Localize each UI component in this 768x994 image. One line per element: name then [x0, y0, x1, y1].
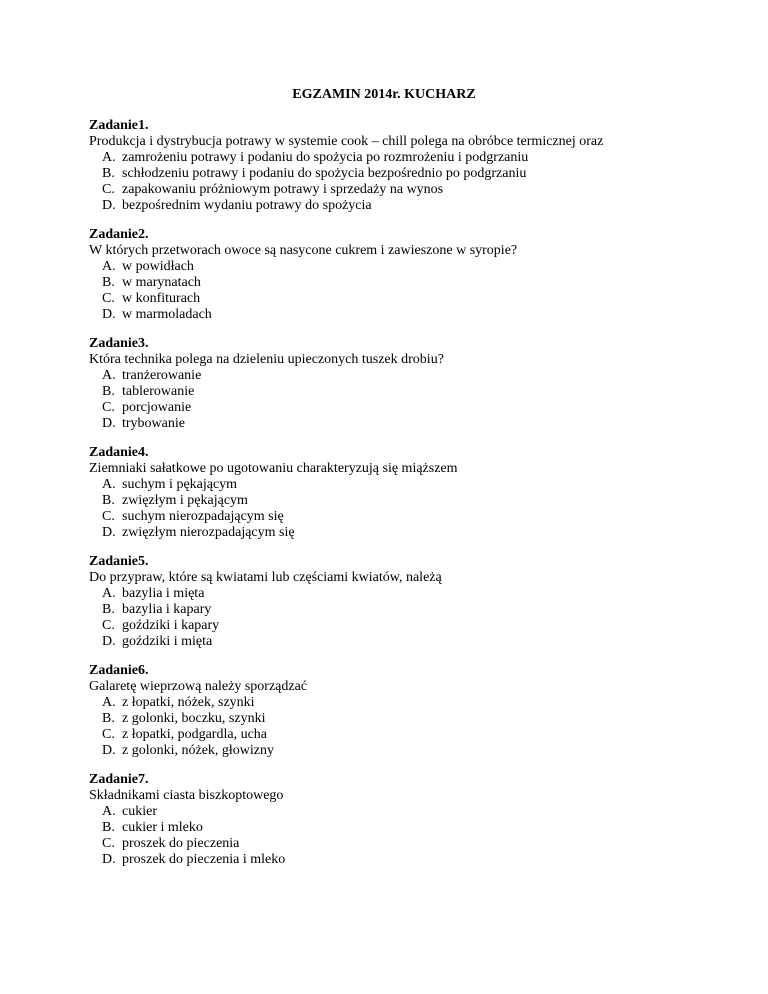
answer-text: w marynatach	[122, 275, 201, 290]
question-block	[89, 118, 749, 214]
answer-text: zapakowaniu próżniowym potrawy i sprzedaży na wynos	[122, 182, 444, 197]
answer-letter: C.	[102, 509, 115, 524]
answer-text: proszek do pieczenia i mleko	[122, 852, 286, 867]
answer-text: goździki i mięta	[122, 634, 213, 649]
answer-text: z golonki, boczku, szynki	[122, 711, 266, 726]
question-text: W których przetworach owoce są nasycone cukrem i zawieszone w syropie?	[89, 243, 518, 258]
question-text: Galaretę wieprzową należy sporządzać	[89, 679, 308, 694]
answer-letter: C.	[102, 727, 115, 742]
answer-letter: A.	[102, 804, 116, 819]
question-heading: Zadanie7.	[89, 772, 149, 787]
answer-text: z łopatki, nóżek, szynki	[122, 695, 255, 710]
answer-option	[89, 198, 749, 214]
answer-text: w powidłach	[122, 259, 194, 274]
answer-text: suchym nierozpadającym się	[122, 509, 284, 524]
question-heading: Zadanie2.	[89, 227, 149, 242]
answer-text: cukier i mleko	[122, 820, 203, 835]
question-block	[89, 445, 749, 541]
answer-option	[89, 368, 749, 384]
answer-letter: B.	[102, 493, 115, 508]
answer-letter: A.	[102, 477, 116, 492]
answer-option	[89, 416, 749, 432]
answer-list	[89, 150, 749, 214]
answer-letter: D.	[102, 416, 116, 431]
question-heading: Zadanie5.	[89, 554, 149, 569]
answer-letter: D.	[102, 634, 116, 649]
answer-option	[89, 400, 749, 416]
question-block	[89, 336, 749, 432]
question-text: Która technika polega na dzieleniu upieczonych tuszek drobiu?	[89, 352, 444, 367]
answer-option	[89, 307, 749, 323]
answer-text: tablerowanie	[122, 384, 195, 399]
answer-text: z łopatki, podgardla, ucha	[122, 727, 268, 742]
answer-option	[89, 275, 749, 291]
answer-option	[89, 804, 749, 820]
question-heading: Zadanie4.	[89, 445, 149, 460]
answer-text: schłodzeniu potrawy i podaniu do spożycia bezpośrednio po podgrzaniu	[122, 166, 527, 181]
answer-text: tranżerowanie	[122, 368, 202, 383]
question-block	[89, 663, 749, 759]
question-heading: Zadanie3.	[89, 336, 149, 351]
answer-option	[89, 509, 749, 525]
answer-option	[89, 618, 749, 634]
answer-option	[89, 182, 749, 198]
answer-letter: A.	[102, 259, 116, 274]
answer-list	[89, 695, 749, 759]
question-text: Składnikami ciasta biszkoptowego	[89, 788, 284, 803]
answer-option	[89, 291, 749, 307]
answer-letter: B.	[102, 384, 115, 399]
answer-option	[89, 711, 749, 727]
answer-text: suchym i pękającym	[122, 477, 238, 492]
question-block	[89, 227, 749, 323]
question-text: Produkcja i dystrybucja potrawy w systemie cook – chill polega na obróbce termicznej oraz	[89, 134, 604, 149]
answer-list	[89, 804, 749, 868]
answer-letter: C.	[102, 400, 115, 415]
answer-option	[89, 727, 749, 743]
answer-option	[89, 634, 749, 650]
answer-text: bazylia i mięta	[122, 586, 205, 601]
answer-text: zwięzłym i pękającym	[122, 493, 248, 508]
answer-text: bazylia i kapary	[122, 602, 212, 617]
answer-letter: D.	[102, 852, 116, 867]
question-text: Ziemniaki sałatkowe po ugotowaniu charakteryzują się miąższem	[89, 461, 458, 476]
answer-letter: C.	[102, 291, 115, 306]
answer-text: cukier	[122, 804, 157, 819]
answer-letter: B.	[102, 166, 115, 181]
answer-option	[89, 166, 749, 182]
answer-letter: D.	[102, 198, 116, 213]
page-title: EGZAMIN 2014r. KUCHARZ	[292, 87, 476, 102]
answer-option	[89, 820, 749, 836]
answer-letter: A.	[102, 368, 116, 383]
answer-letter: A.	[102, 695, 116, 710]
answer-letter: C.	[102, 836, 115, 851]
question-heading: Zadanie6.	[89, 663, 149, 678]
answer-letter: D.	[102, 525, 116, 540]
answer-option	[89, 525, 749, 541]
answer-letter: A.	[102, 150, 116, 165]
answer-text: proszek do pieczenia	[122, 836, 240, 851]
answer-option	[89, 493, 749, 509]
answer-option	[89, 852, 749, 868]
answer-letter: C.	[102, 182, 115, 197]
answer-text: goździki i kapary	[122, 618, 220, 633]
answer-option	[89, 259, 749, 275]
answer-list	[89, 259, 749, 323]
question-heading: Zadanie1.	[89, 118, 149, 133]
answer-text: z golonki, nóżek, głowizny	[122, 743, 275, 758]
question-list	[89, 118, 749, 881]
answer-option	[89, 586, 749, 602]
answer-list	[89, 368, 749, 432]
answer-list	[89, 586, 749, 650]
answer-text: w konfiturach	[122, 291, 201, 306]
answer-letter: D.	[102, 307, 116, 322]
answer-letter: D.	[102, 743, 116, 758]
answer-letter: B.	[102, 820, 115, 835]
answer-option	[89, 695, 749, 711]
answer-letter: B.	[102, 602, 115, 617]
answer-option	[89, 743, 749, 759]
answer-text: zamrożeniu potrawy i podaniu do spożycia po rozmrożeniu i podgrzaniu	[122, 150, 529, 165]
answer-list	[89, 477, 749, 541]
answer-option	[89, 150, 749, 166]
answer-text: bezpośrednim wydaniu potrawy do spożycia	[122, 198, 372, 213]
answer-letter: B.	[102, 275, 115, 290]
answer-letter: C.	[102, 618, 115, 633]
answer-text: porcjowanie	[122, 400, 192, 415]
question-block	[89, 772, 749, 868]
answer-text: zwięzłym nierozpadającym się	[122, 525, 295, 540]
answer-option	[89, 477, 749, 493]
answer-option	[89, 384, 749, 400]
answer-text: trybowanie	[122, 416, 185, 431]
answer-option	[89, 602, 749, 618]
answer-option	[89, 836, 749, 852]
answer-letter: B.	[102, 711, 115, 726]
answer-letter: A.	[102, 586, 116, 601]
answer-text: w marmoladach	[122, 307, 212, 322]
question-block	[89, 554, 749, 650]
question-text: Do przypraw, które są kwiatami lub częściami kwiatów, należą	[89, 570, 442, 585]
